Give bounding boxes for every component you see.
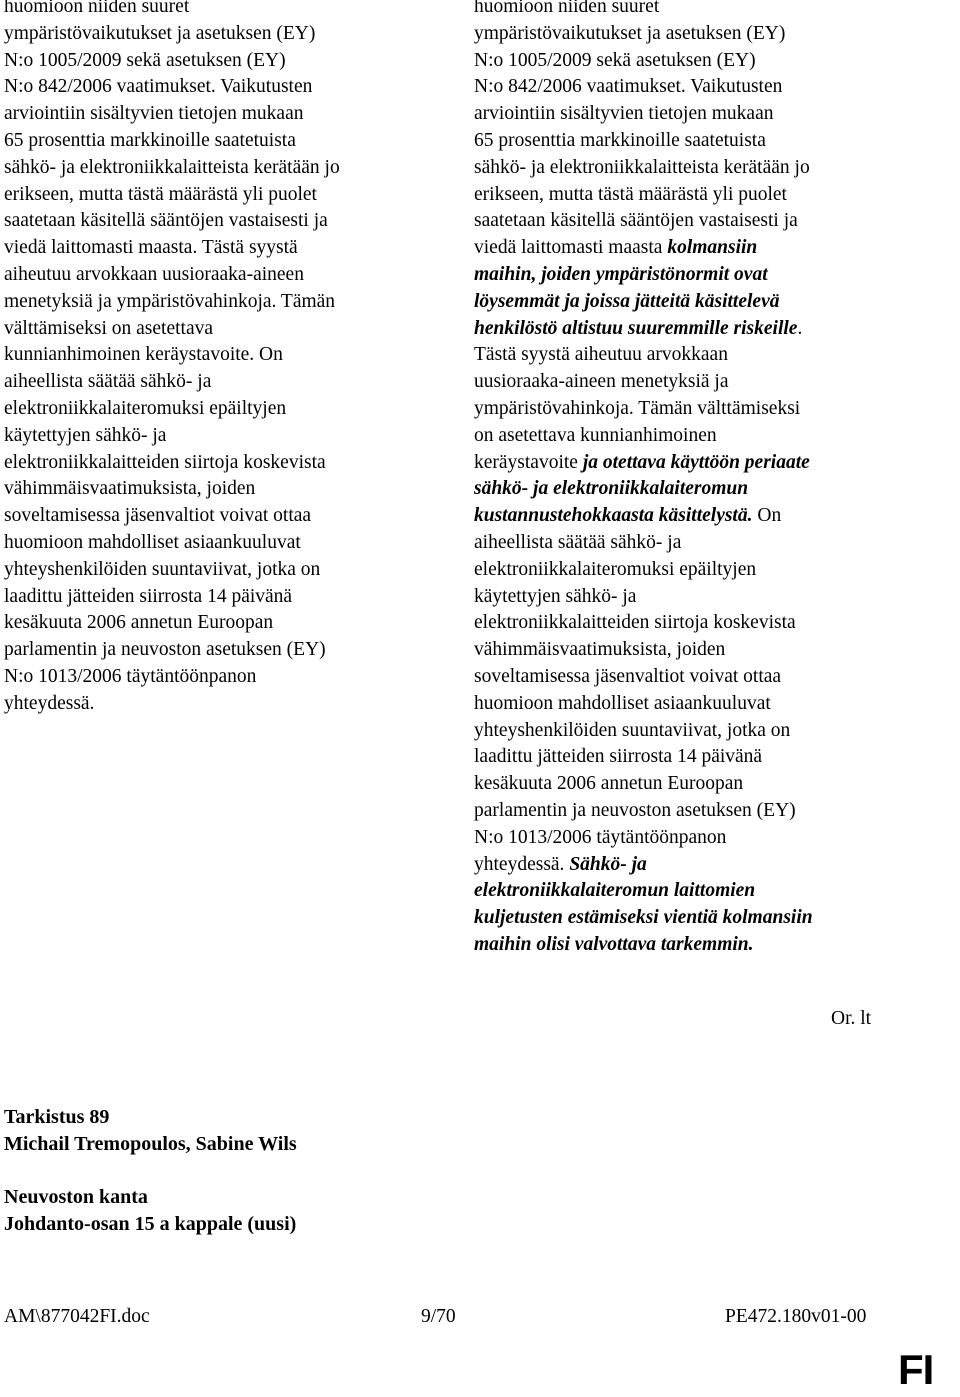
- text-line: [4, 208, 404, 235]
- text-run: ympäristövaikutukset ja asetuksen (EY): [4, 22, 316, 44]
- right-column-text: [474, 0, 914, 959]
- text-run: huomioon mahdolliset asiaankuuluvat: [4, 531, 301, 553]
- text-run: saatetaan käsitellä sääntöjen vastaisesti ja: [474, 210, 798, 232]
- text-line: [4, 369, 404, 396]
- original-language: Or. lt: [831, 1008, 872, 1029]
- text-run: 65 prosenttia markkinoille saatetuista: [4, 129, 296, 151]
- text-line: [474, 744, 914, 771]
- text-run: huomioon mahdolliset asiaankuuluvat: [474, 692, 771, 714]
- text-line: [474, 664, 914, 691]
- text-line: [474, 503, 914, 530]
- text-run: elektroniikkalaiteromuksi epäiltyjen: [4, 397, 287, 419]
- text-line: [474, 798, 914, 825]
- text-line: [474, 208, 914, 235]
- text-run: arviointiin sisältyvien tietojen mukaan: [4, 103, 304, 125]
- text-run: parlamentin ja neuvoston asetuksen (EY): [4, 639, 326, 661]
- text-line: [474, 530, 914, 557]
- amended-text-run: maihin, joiden ympäristönormit ovat: [474, 263, 768, 285]
- text-run: uusioraaka-aineen menetyksiä ja: [474, 371, 729, 393]
- text-run: elektroniikkalaiteromuksi epäiltyjen: [474, 558, 757, 580]
- text-run: huomioon niiden suuret: [474, 0, 660, 17]
- text-run: vähimmäisvaatimuksista, joiden: [474, 639, 726, 661]
- text-line: [474, 905, 914, 932]
- text-run: välttämiseksi on asetettava: [4, 317, 214, 339]
- text-line: [474, 74, 914, 101]
- text-line: [4, 182, 404, 209]
- amended-text-run: maihin olisi valvottava tarkemmin.: [474, 933, 754, 955]
- text-line: [4, 557, 404, 584]
- text-run: soveltamisessa jäsenvaltiot voivat ottaa: [4, 505, 312, 527]
- amended-text-run: ja otettava käyttöön periaate: [582, 451, 810, 473]
- text-line: [4, 664, 404, 691]
- text-run: käytettyjen sähkö- ja: [4, 424, 167, 446]
- text-line: [474, 450, 914, 477]
- text-line: [474, 476, 914, 503]
- text-line: [474, 423, 914, 450]
- text-run: saatetaan käsitellä sääntöjen vastaisesti ja: [4, 210, 328, 232]
- text-run: N:o 842/2006 vaatimukset. Vaikutusten: [4, 76, 313, 98]
- text-line: [4, 74, 404, 101]
- text-line: [474, 48, 914, 75]
- text-run: 65 prosenttia markkinoille saatetuista: [474, 129, 766, 151]
- amended-text-run: kustannustehokkaasta käsittelystä.: [474, 505, 753, 527]
- text-run: aiheellista säätää sähkö- ja: [4, 371, 212, 393]
- text-line: [4, 637, 404, 664]
- text-line: [474, 235, 914, 262]
- amended-text-run: Sähkö- ja: [569, 853, 647, 875]
- text-line: [4, 128, 404, 155]
- text-line: [474, 691, 914, 718]
- text-run: käytettyjen sähkö- ja: [474, 585, 637, 607]
- text-line: [4, 316, 404, 343]
- text-run: keräystavoite: [474, 451, 583, 473]
- amendment-text-type: Neuvoston kanta: [4, 1186, 148, 1208]
- text-line: [4, 396, 404, 423]
- text-run: Tästä syystä aiheutuu arvokkaan: [474, 344, 728, 366]
- text-run: on asetettava kunnianhimoinen: [474, 424, 717, 446]
- text-line: [4, 101, 404, 128]
- text-line: [474, 584, 914, 611]
- text-run: erikseen, mutta tästä määrästä yli puolet: [4, 183, 317, 205]
- text-run: menetyksiä ja ympäristövahinkoja. Tämän: [4, 290, 336, 312]
- text-run: yhteydessä.: [474, 853, 570, 875]
- text-line: [4, 691, 404, 718]
- text-line: [474, 637, 914, 664]
- text-run: erikseen, mutta tästä määrästä yli puolet: [474, 183, 787, 205]
- text-line: [474, 932, 914, 959]
- text-line: [4, 21, 404, 48]
- text-line: [4, 235, 404, 262]
- text-line: [474, 825, 914, 852]
- text-run: kesäkuuta 2006 annetun Euroopan: [474, 773, 744, 795]
- amendment-authors: Michail Tremopoulos, Sabine Wils: [4, 1133, 297, 1155]
- footer-doc-ref: AM\877042FI.doc: [4, 1306, 150, 1327]
- amended-text-run: sähkö- ja elektroniikkalaiteromun: [474, 478, 749, 500]
- amended-text-run: löysemmät ja joissa jätteitä käsittelevä: [474, 290, 780, 312]
- text-run: aiheutuu arvokkaan uusioraaka-aineen: [4, 263, 304, 285]
- text-line: [4, 155, 404, 182]
- text-line: [4, 476, 404, 503]
- text-line: [474, 128, 914, 155]
- amended-text-run: elektroniikkalaiteromun laittomien: [474, 880, 756, 902]
- text-run: N:o 842/2006 vaatimukset. Vaikutusten: [474, 76, 783, 98]
- text-run: sähkö- ja elektroniikkalaitteista kerätään jo: [474, 156, 810, 178]
- text-line: [4, 262, 404, 289]
- text-run: .: [797, 317, 803, 339]
- footer-pe-ref: PE472.180v01-00: [725, 1306, 867, 1327]
- text-run: viedä laittomasti maasta: [474, 237, 668, 259]
- text-line: [474, 182, 914, 209]
- text-line: [4, 0, 404, 21]
- amended-text-run: kolmansiin: [667, 237, 758, 259]
- text-line: [474, 0, 914, 21]
- text-run: viedä laittomasti maasta. Tästä syystä: [4, 237, 298, 259]
- text-line: [4, 423, 404, 450]
- text-run: elektroniikkalaitteiden siirtoja koskevista: [4, 451, 326, 473]
- text-run: N:o 1005/2009 sekä asetuksen (EY): [474, 49, 756, 71]
- text-line: [474, 557, 914, 584]
- text-run: soveltamisessa jäsenvaltiot voivat ottaa: [474, 665, 782, 687]
- text-run: yhteydessä.: [4, 692, 95, 714]
- text-line: [474, 369, 914, 396]
- amended-text-run: kuljetusten estämiseksi vientiä kolmansiin: [474, 907, 813, 929]
- text-run: On: [752, 505, 782, 527]
- text-line: [4, 610, 404, 637]
- text-line: [474, 852, 914, 879]
- text-line: [474, 262, 914, 289]
- text-run: parlamentin ja neuvoston asetuksen (EY): [474, 799, 796, 821]
- text-run: ympäristövaikutukset ja asetuksen (EY): [474, 22, 786, 44]
- amendment-number: Tarkistus 89: [4, 1106, 110, 1128]
- text-run: N:o 1013/2006 täytäntöönpanon: [474, 826, 727, 848]
- text-line: [4, 503, 404, 530]
- text-line: [474, 342, 914, 369]
- text-line: [4, 584, 404, 611]
- text-run: yhteyshenkilöiden suuntaviivat, jotka on: [4, 558, 321, 580]
- text-run: vähimmäisvaatimuksista, joiden: [4, 478, 256, 500]
- text-line: [474, 155, 914, 182]
- text-run: huomioon niiden suuret: [4, 0, 190, 17]
- text-line: [474, 771, 914, 798]
- text-line: [474, 316, 914, 343]
- text-line: [474, 718, 914, 745]
- footer-page-number: 9/70: [421, 1306, 456, 1327]
- text-line: [474, 21, 914, 48]
- text-run: aiheellista säätää sähkö- ja: [474, 531, 682, 553]
- text-line: [4, 289, 404, 316]
- text-run: laadittu jätteiden siirrosta 14 päivänä: [4, 585, 293, 607]
- text-line: [4, 450, 404, 477]
- text-line: [474, 610, 914, 637]
- text-line: [474, 101, 914, 128]
- text-run: N:o 1013/2006 täytäntöönpanon: [4, 665, 257, 687]
- text-run: kunnianhimoinen keräystavoite. On: [4, 344, 283, 366]
- text-line: [474, 289, 914, 316]
- text-run: ympäristövahinkoja. Tämän välttämiseksi: [474, 397, 801, 419]
- text-run: sähkö- ja elektroniikkalaitteista kerätään jo: [4, 156, 340, 178]
- text-run: N:o 1005/2009 sekä asetuksen (EY): [4, 49, 286, 71]
- text-line: [4, 48, 404, 75]
- text-line: [474, 396, 914, 423]
- text-line: [4, 342, 404, 369]
- text-line: [4, 530, 404, 557]
- text-line: [474, 878, 914, 905]
- text-run: arviointiin sisältyvien tietojen mukaan: [474, 103, 774, 125]
- amended-text-run: henkilöstö altistuu suuremmille riskeille: [474, 317, 798, 339]
- language-code-mark: FI: [898, 1346, 934, 1393]
- text-run: laadittu jätteiden siirrosta 14 päivänä: [474, 746, 763, 768]
- text-run: yhteyshenkilöiden suuntaviivat, jotka on: [474, 719, 791, 741]
- text-run: kesäkuuta 2006 annetun Euroopan: [4, 612, 274, 634]
- text-run: elektroniikkalaitteiden siirtoja koskevista: [474, 612, 796, 634]
- left-column-text: [4, 0, 404, 718]
- amendment-target: Johdanto-osan 15 a kappale (uusi): [4, 1213, 297, 1235]
